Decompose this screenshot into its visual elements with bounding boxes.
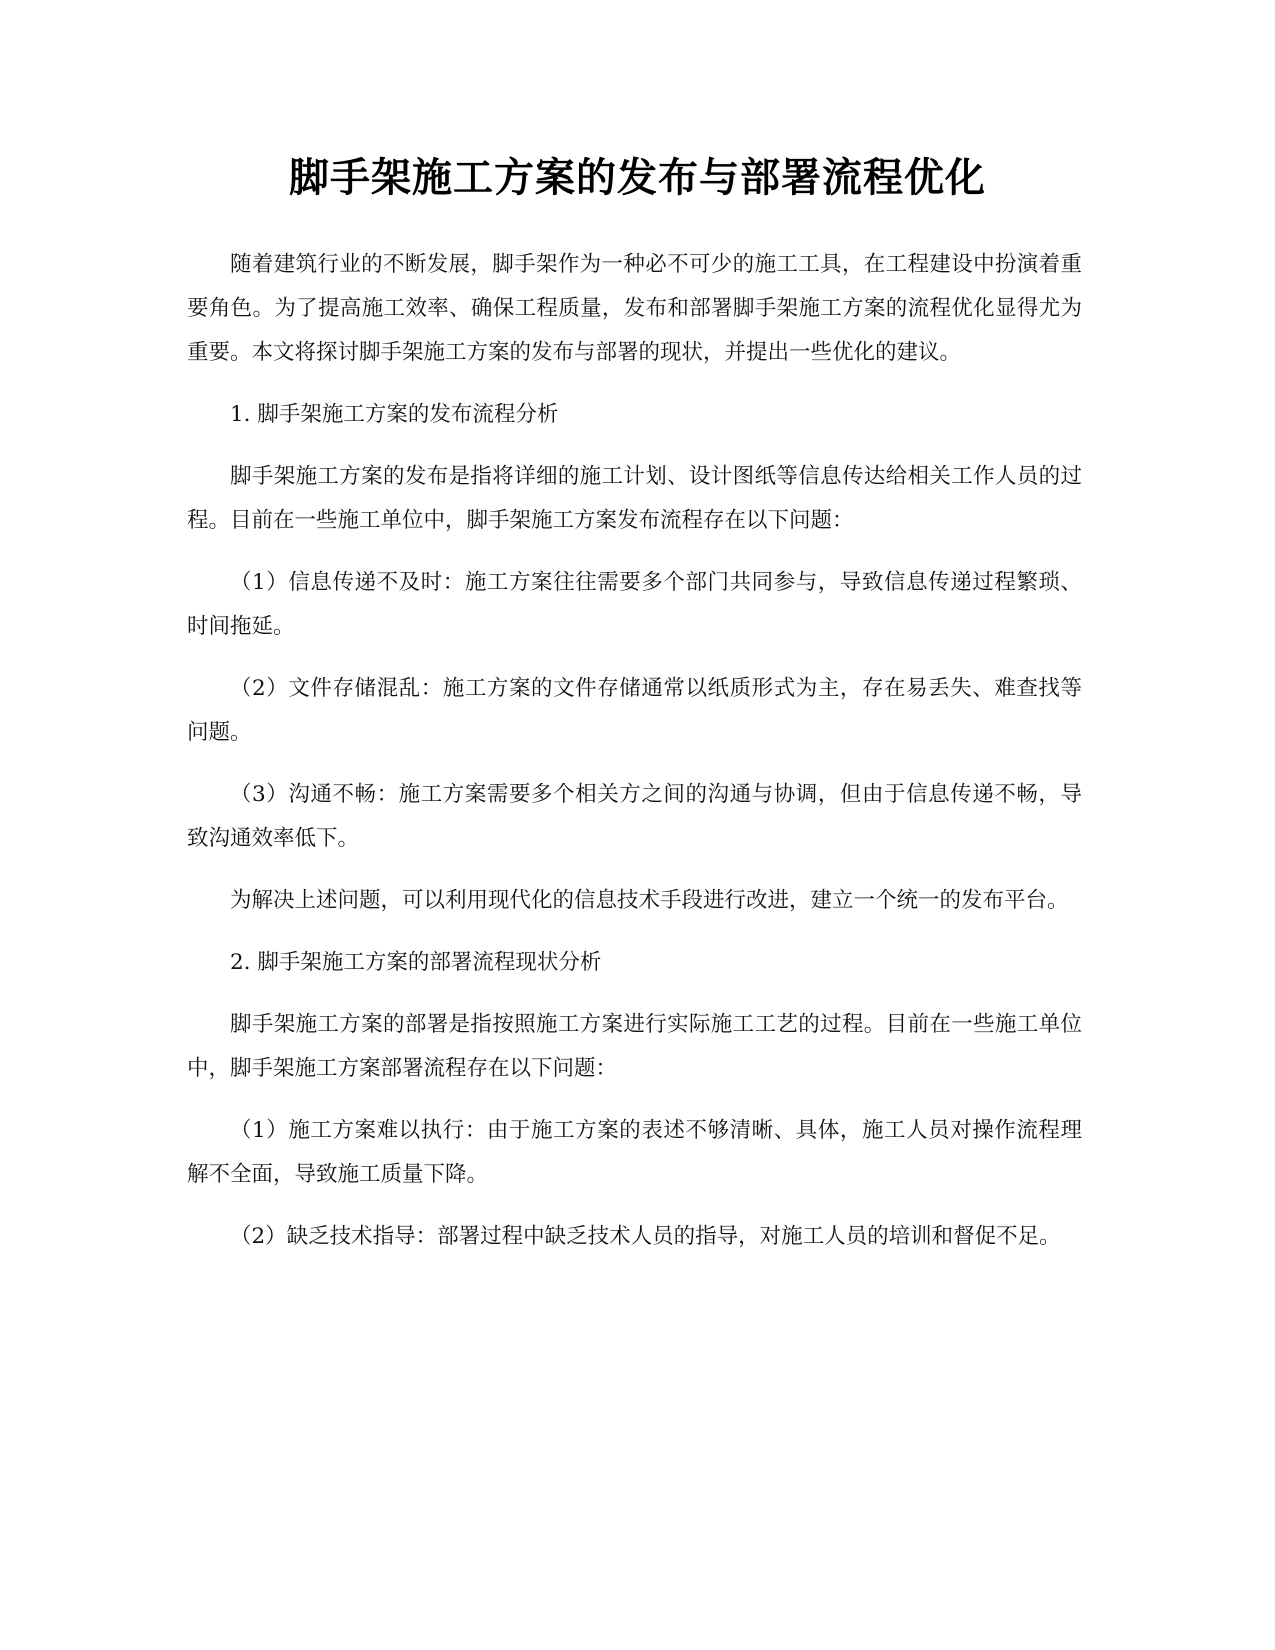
section-1-item-1: （1）信息传递不及时：施工方案往往需要多个部门共同参与，导致信息传递过程繁琐、时间拖延。 [187, 570, 1082, 639]
section-heading-2: 2. 脚手架施工方案的部署流程现状分析 [230, 950, 602, 975]
section-2-paragraph: 脚手架施工方案的部署是指按照施工方案进行实际施工工艺的过程。目前在一些施工单位中，脚手架施工方案部署流程存在以下问题： [187, 1012, 1082, 1081]
section-1-item-3: （3）沟通不畅：施工方案需要多个相关方之间的沟通与协调，但由于信息传递不畅，导致沟通效率低下。 [187, 782, 1082, 851]
section-1-conclusion: 为解决上述问题，可以利用现代化的信息技术手段进行改进，建立一个统一的发布平台。 [230, 888, 1069, 913]
section-1-item-2: （2）文件存储混乱：施工方案的文件存储通常以纸质形式为主，存在易丢失、难查找等问题。 [187, 676, 1082, 745]
intro-paragraph: 随着建筑行业的不断发展，脚手架作为一种必不可少的施工工具，在工程建设中扮演着重要角色。为了提高施工效率、确保工程质量，发布和部署脚手架施工方案的流程优化显得尤为重要。本文将探讨脚手架施工方案的发布与部署的现状，并提出一些优化的建议。 [187, 252, 1082, 365]
section-1-paragraph: 脚手架施工方案的发布是指将详细的施工计划、设计图纸等信息传达给相关工作人员的过程。目前在一些施工单位中，脚手架施工方案发布流程存在以下问题： [187, 464, 1082, 533]
section-2-item-1: （1）施工方案难以执行：由于施工方案的表述不够清晰、具体，施工人员对操作流程理解不全面，导致施工质量下降。 [187, 1118, 1082, 1187]
section-2-item-2: （2）缺乏技术指导：部署过程中缺乏技术人员的指导，对施工人员的培训和督促不足。 [230, 1224, 1061, 1249]
section-heading-1: 1. 脚手架施工方案的发布流程分析 [230, 402, 559, 427]
document-body [187, 243, 1082, 1277]
document-title: 脚手架施工方案的发布与部署流程优化 [289, 155, 986, 201]
